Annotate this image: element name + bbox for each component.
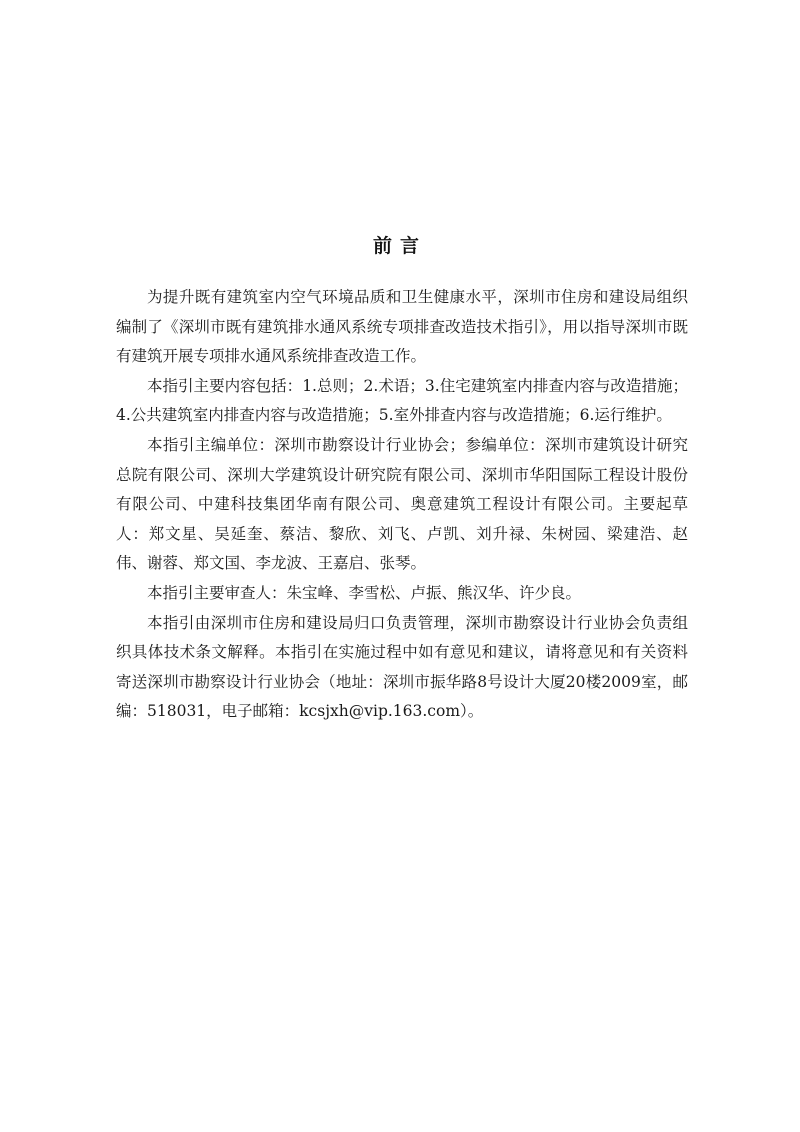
body-text [116,283,688,727]
paragraph-management: 本指引由深圳市住房和建设局归口负责管理，深圳市勘察设计行业协会负责组织具体技术条文解释。本指引在实施过程中如有意见和建议，请将意见和有关资料寄送深圳市勘察设计行业协会（地址：深圳市振华路8号设计大厦20楼2009室，邮编：518031，电子邮箱：kcsjxh@vip.163.com）。 [116,613,688,721]
paragraph-purpose: 为提升既有建筑室内空气环境品质和卫生健康水平，深圳市住房和建设局组织编制了《深圳市既有建筑排水通风系统专项排查改造技术指引》，用以指导深圳市既有建筑开展专项排水通风系统排查改造工作。 [116,288,688,366]
page-title: 前言 [372,235,427,257]
paragraph-contents: 本指引主要内容包括：1.总则；2.术语；3.住宅建筑室内排查内容与改造措施；4.公共建筑室内排查内容与改造措施；5.室外排查内容与改造措施；6.运行维护。 [116,376,688,425]
paragraph-reviewers: 本指引主要审查人：朱宝峰、李雪松、卢振、熊汉华、许少良。 [147,583,582,602]
paragraph-editors: 本指引主编单位：深圳市勘察设计行业协会；参编单位：深圳市建筑设计研究总院有限公司、深圳大学建筑设计研究院有限公司、深圳市华阳国际工程设计股份有限公司、中建科技集团华南有限公司、奥意建筑工程设计有限公司。主要起草人：郑文星、吴延奎、蔡洁、黎欣、刘飞、卢凯、刘升禄、朱树园、梁建浩、赵伟、谢蓉、郑文国、李龙波、王嘉启、张琴。 [116,435,688,573]
